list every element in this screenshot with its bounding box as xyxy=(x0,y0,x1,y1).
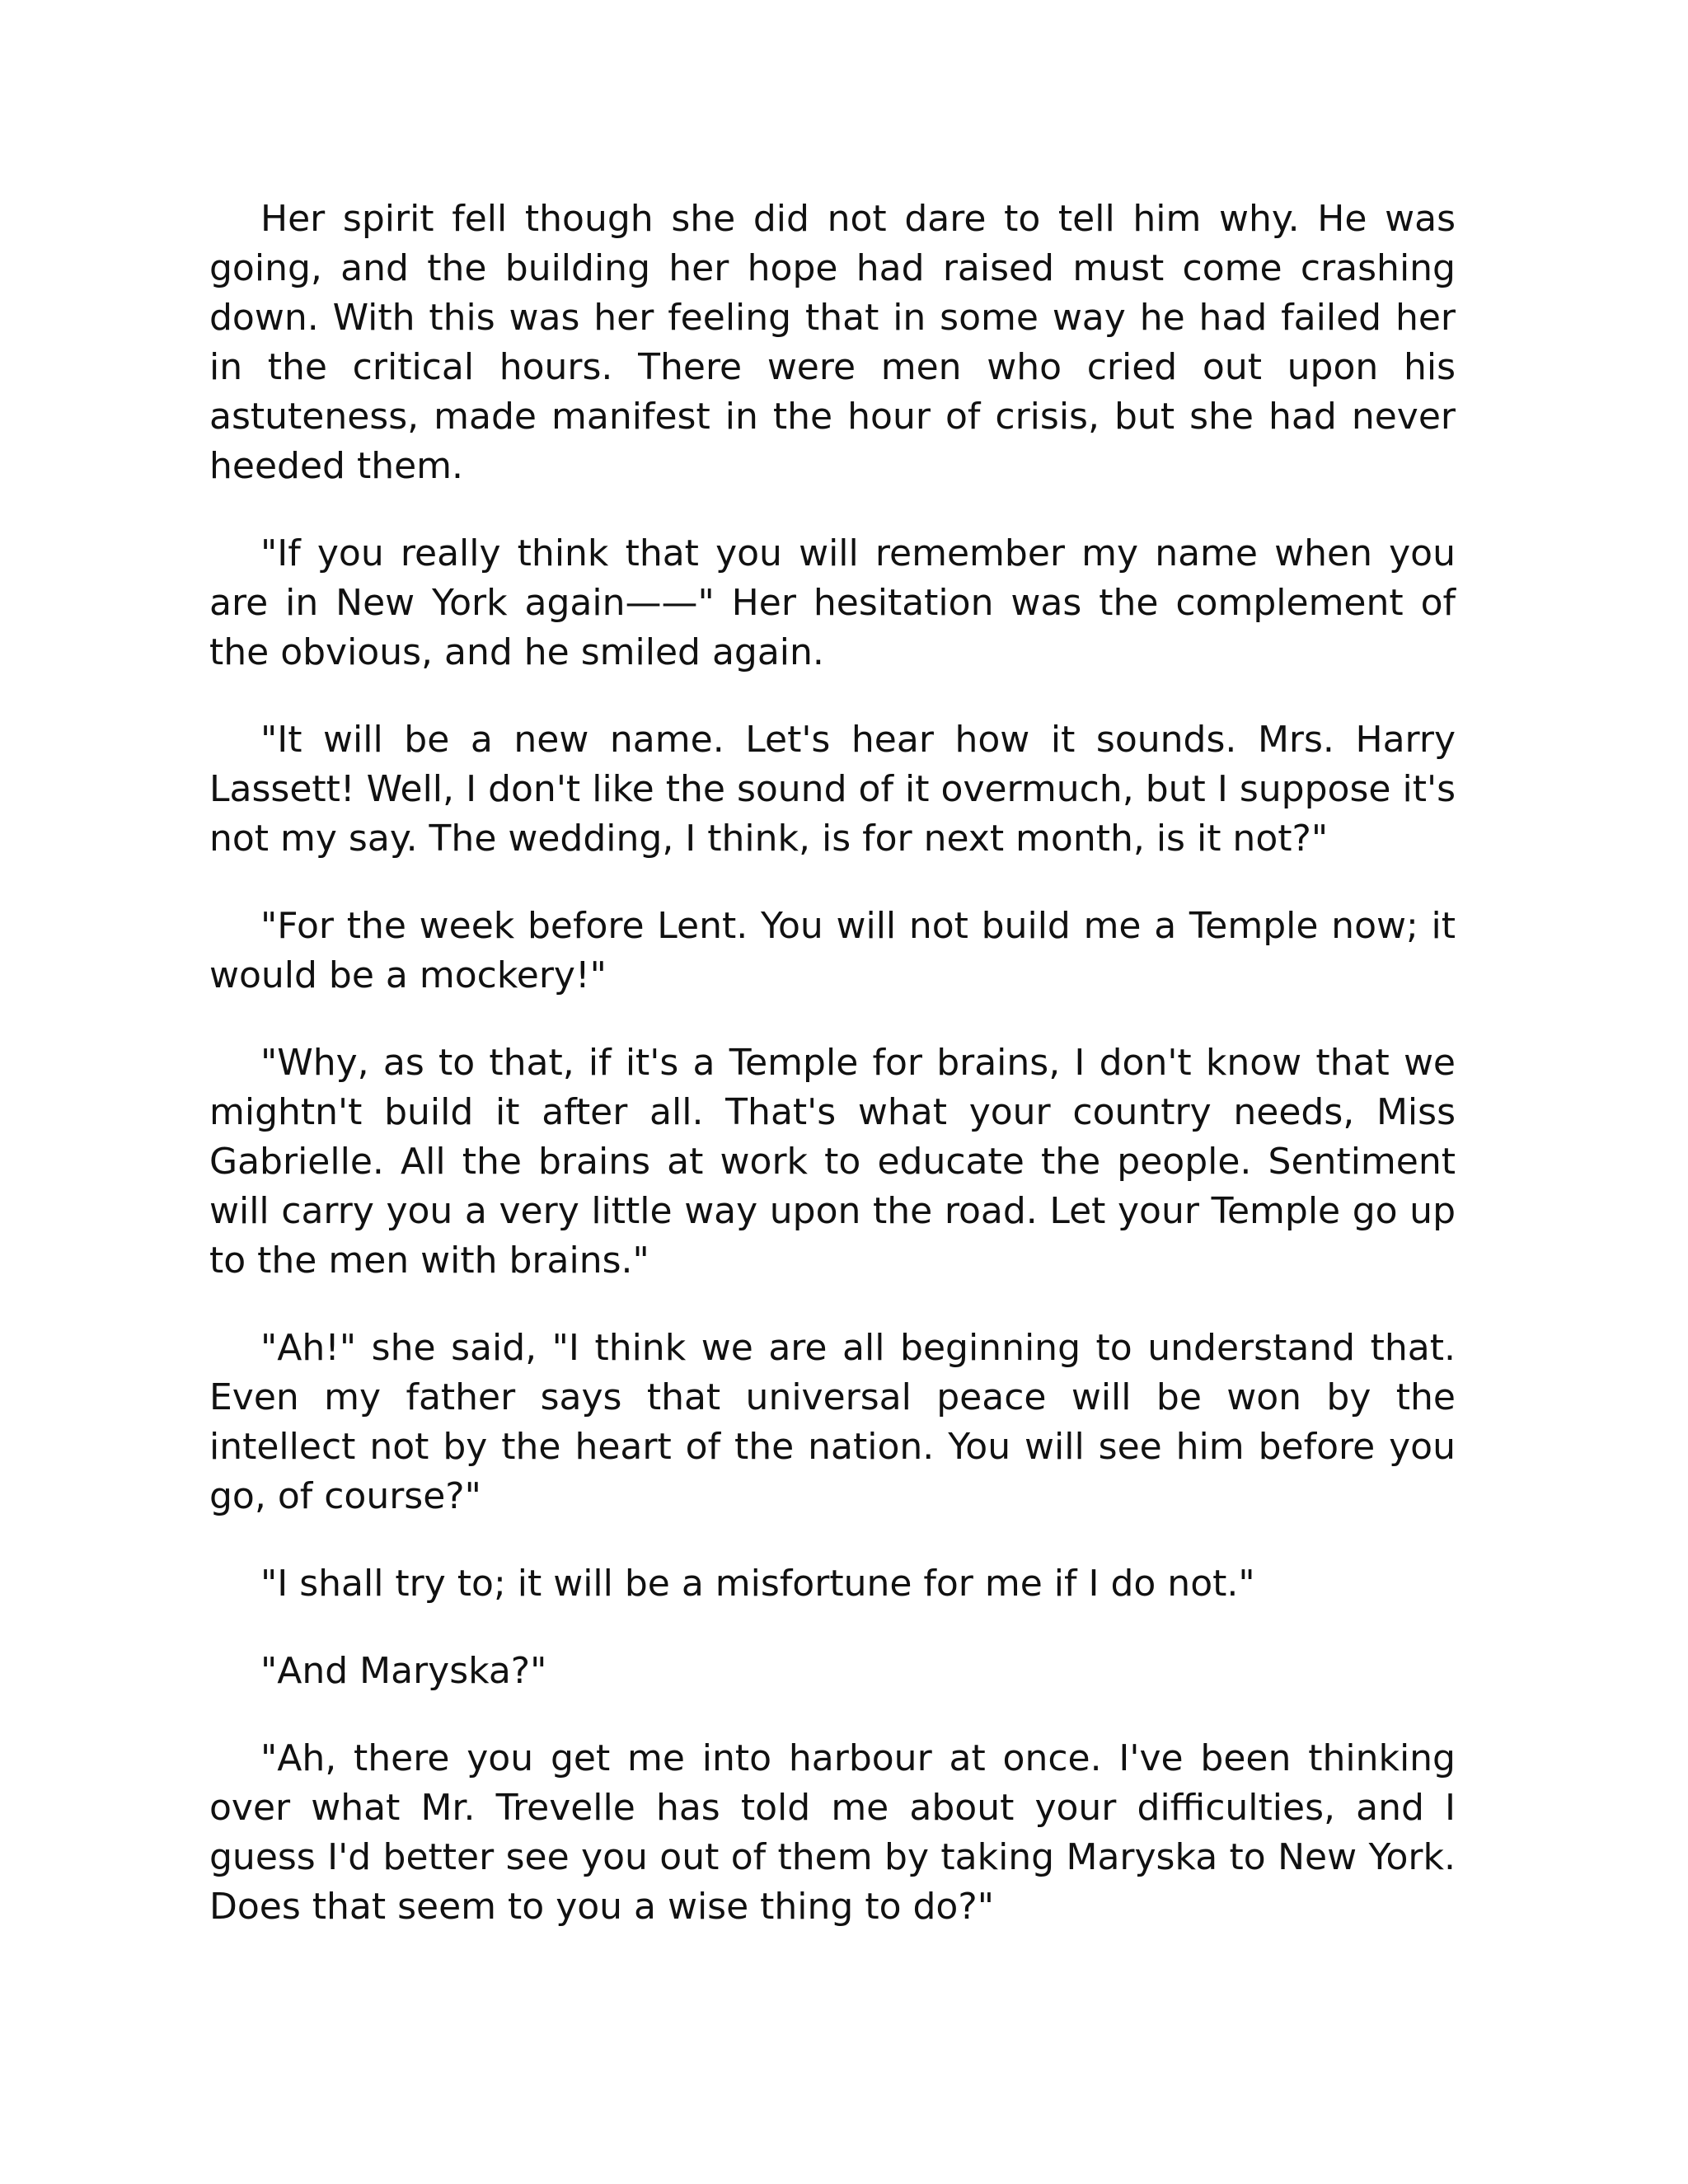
paragraph-1: Her spirit fell though she did not dare to tell him why. He was going, and the building her hope had raised must come crashing down. With this was her feeling that in some way he had failed her in the critical hours. There were men who cried out upon his astuteness, made manifest in the hour of crisis, but she had never heeded them. xyxy=(209,198,1456,487)
paragraph-4: "For the week before Lent. You will not build me a Temple now; it would be a mockery!" xyxy=(209,905,1456,996)
paragraph-3: "It will be a new name. Let's hear how it sounds. Mrs. Harry Lassett! Well, I don't like the sound of it overmuch, but I suppose it's not my say. The wedding, I think, is for next month, is it not?" xyxy=(209,719,1456,860)
paragraph-9: "Ah, there you get me into harbour at once. I've been thinking over what Mr. Trevelle has told me about your difficulties, and I guess I'd better see you out of them by taking Maryska to New York. Does that seem to you a wise thing to do?" xyxy=(209,1737,1456,1928)
paragraph-8: "And Maryska?" xyxy=(260,1650,547,1692)
document-page xyxy=(209,194,1456,1932)
paragraph-6: "Ah!" she said, "I think we are all beginning to understand that. Even my father says that universal peace will be won by the intellect not by the heart of the nation. You will see him before you go, of course?" xyxy=(209,1327,1456,1517)
paragraph-5: "Why, as to that, if it's a Temple for brains, I don't know that we mightn't build it after all. That's what your country needs, Miss Gabrielle. All the brains at work to educate the people. Sentiment will carry you a very little way upon the road. Let your Temple go up to the men with brains." xyxy=(209,1042,1456,1282)
paragraph-7: "I shall try to; it will be a misfortune for me if I do not." xyxy=(260,1563,1255,1605)
paragraph-2: "If you really think that you will remember my name when you are in New York again——" Her hesitation was the complement of the obvious, and he smiled again. xyxy=(209,532,1456,673)
